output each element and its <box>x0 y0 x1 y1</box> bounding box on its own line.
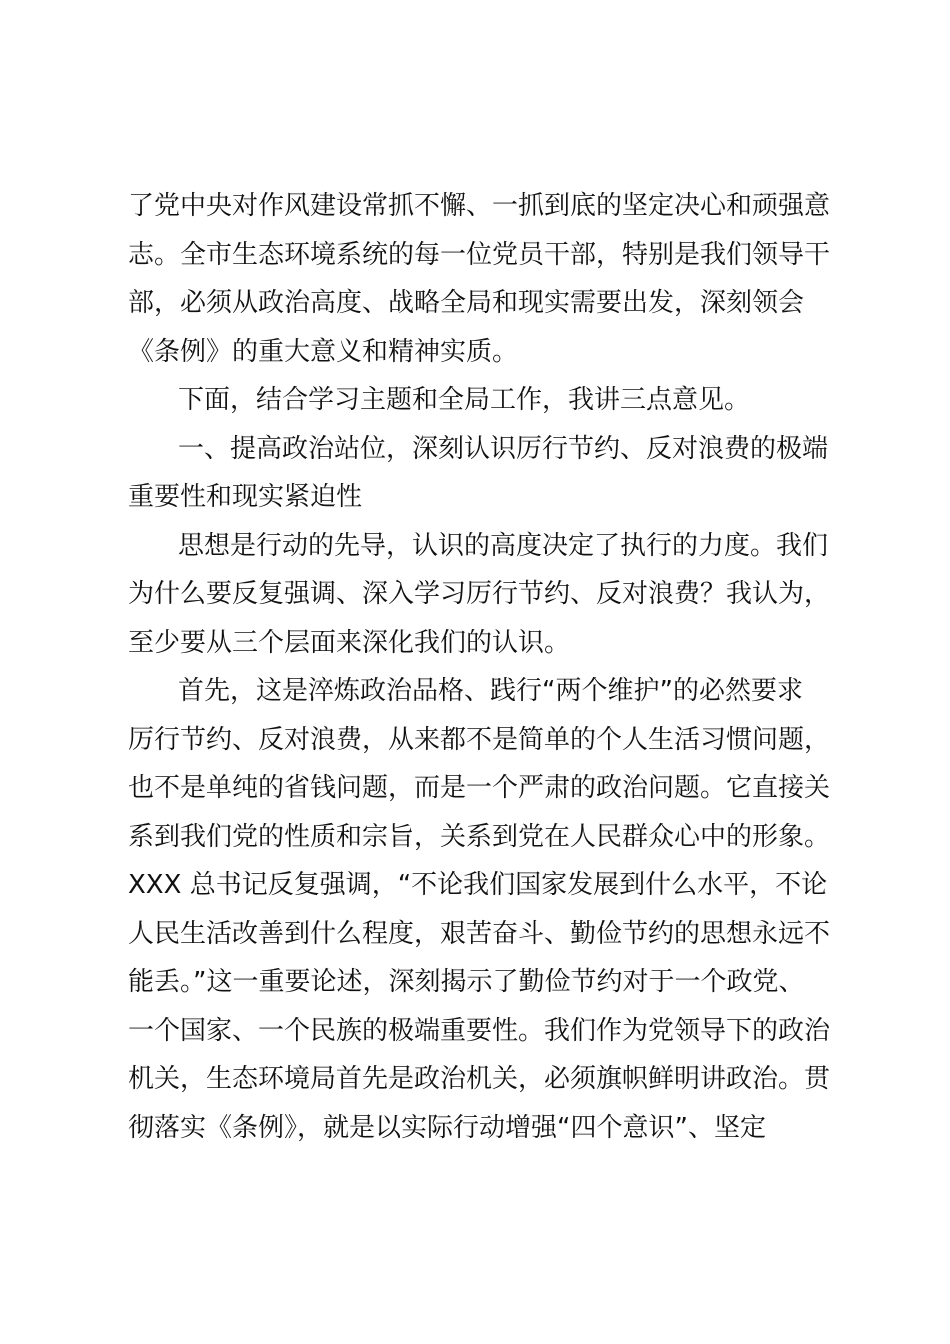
text-line: 厉行节约、反对浪费，从来都不是简单的个人生活习惯问题， <box>128 724 831 755</box>
text-line: 人民生活改善到什么程度，艰苦奋斗、勤俭节约的思想永远不 <box>128 918 831 949</box>
text-line: 也不是单纯的省钱问题，而是一个严肃的政治问题。它直接关 <box>128 773 831 803</box>
text-line: 为什么要反复强调、深入学习厉行节约、反对浪费？我认为， <box>128 579 831 609</box>
section-heading-line: 一、提高政治站位，深刻认识厉行节约、反对浪费的极端 <box>178 433 829 464</box>
text-line: 志。全市生态环境系统的每一位党员干部，特别是我们领导干 <box>128 239 831 270</box>
text-line: 至少要从三个层面来深化我们的认识。 <box>128 627 571 658</box>
text-line: 了党中央对作风建设常抓不懈、一抓到底的坚定决心和顽强意 <box>128 191 831 221</box>
text-line: 一个国家、一个民族的极端重要性。我们作为党领导下的政治 <box>128 1015 831 1046</box>
paragraph-first-line: 下面，结合学习主题和全局工作，我讲三点意见。 <box>178 385 751 415</box>
text-line: XXX 总书记反复强调，“不论我们国家发展到什么水平，不论 <box>128 870 828 900</box>
text-line: 彻落实《条例》，就是以实际行动增强“四个意识”、坚定 <box>128 1112 766 1143</box>
text-line: 能丢。”这一重要论述，深刻揭示了勤俭节约对于一个政党、 <box>128 967 805 997</box>
text-line: 系到我们党的性质和宗旨，关系到党在人民群众心中的形象。 <box>128 821 831 852</box>
paragraph-first-line: 首先，这是淬炼政治品格、践行“两个维护”的必然要求 <box>178 676 803 706</box>
text-line: 《条例》的重大意义和精神实质。 <box>128 336 519 367</box>
document-body <box>128 182 848 1152</box>
paragraph-first-line: 思想是行动的先导，认识的高度决定了执行的力度。我们 <box>178 530 829 561</box>
section-heading-line: 重要性和现实紧迫性 <box>128 482 363 512</box>
text-line: 机关，生态环境局首先是政治机关，必须旗帜鲜明讲政治。贯 <box>128 1064 831 1094</box>
text-line: 部，必须从政治高度、战略全局和现实需要出发，深刻领会 <box>128 288 805 318</box>
